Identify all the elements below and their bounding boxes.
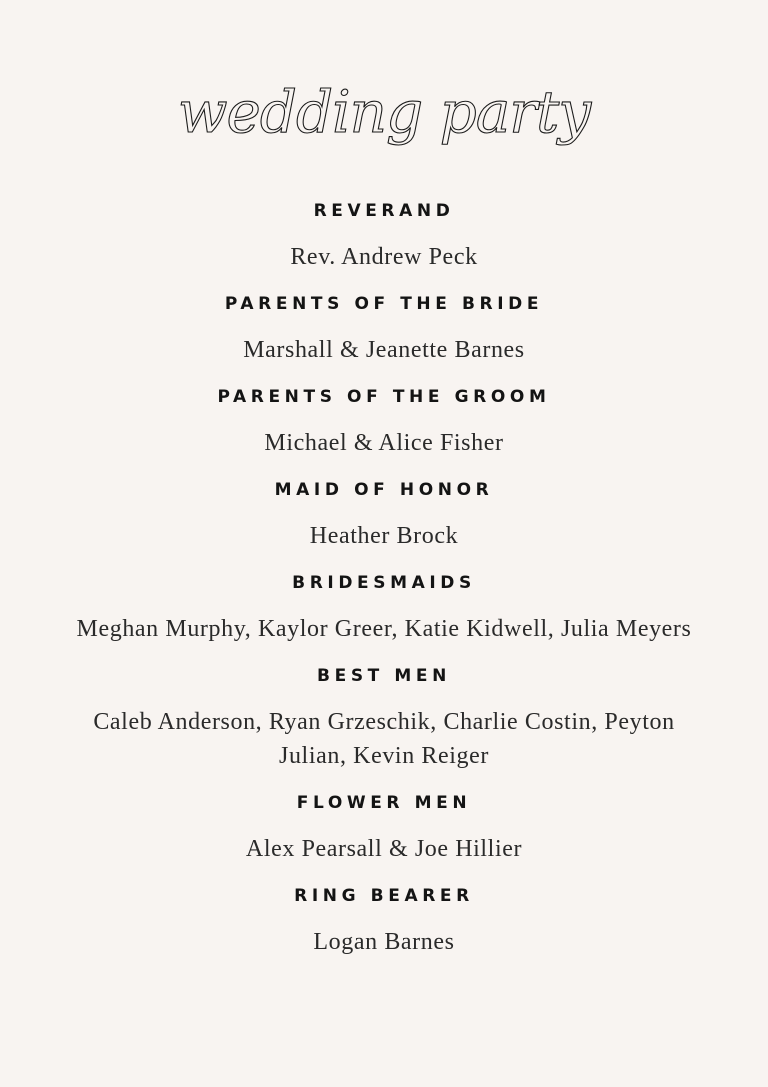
- script-title-graphic: [177, 70, 591, 180]
- entry-reverand: [0, 196, 768, 274]
- role-heading: BRIDESMAIDS: [292, 573, 476, 593]
- role-heading: PARENTS OF THE BRIDE: [224, 294, 544, 314]
- role-heading: BEST MEN: [317, 666, 451, 686]
- role-names: Heather Brock: [309, 523, 459, 549]
- role-names: Marshall & Jeanette Barnes: [243, 337, 525, 363]
- entry-parents-of-the-bride: [0, 289, 768, 367]
- role-heading: REVERAND: [313, 201, 455, 221]
- entry-parents-of-the-groom: [0, 382, 768, 460]
- title-text: wedding party: [177, 78, 591, 146]
- role-heading: PARENTS OF THE GROOM: [217, 387, 551, 407]
- role-names: Alex Pearsall & Joe Hillier: [245, 836, 523, 862]
- role-names: Rev. Andrew Peck: [290, 244, 478, 270]
- role-names: Logan Barnes: [313, 929, 455, 955]
- role-names: Caleb Anderson, Ryan Grzeschik, Charlie Costin, Peyton Julian, Kevin Reiger: [93, 709, 675, 769]
- entry-best-men: [0, 661, 768, 773]
- role-names: Michael & Alice Fisher: [264, 430, 504, 456]
- entry-flower-men: [0, 788, 768, 866]
- role-heading: RING BEARER: [294, 886, 474, 906]
- entry-maid-of-honor: [0, 475, 768, 553]
- role-heading: MAID OF HONOR: [274, 480, 494, 500]
- role-names: Meghan Murphy, Kaylor Greer, Katie Kidwell, Julia Meyers: [76, 616, 692, 642]
- entry-ring-bearer: [0, 881, 768, 959]
- entry-bridesmaids: [0, 568, 768, 646]
- role-heading: FLOWER MEN: [296, 793, 472, 813]
- party-list: [0, 196, 768, 974]
- page-title: [0, 70, 768, 180]
